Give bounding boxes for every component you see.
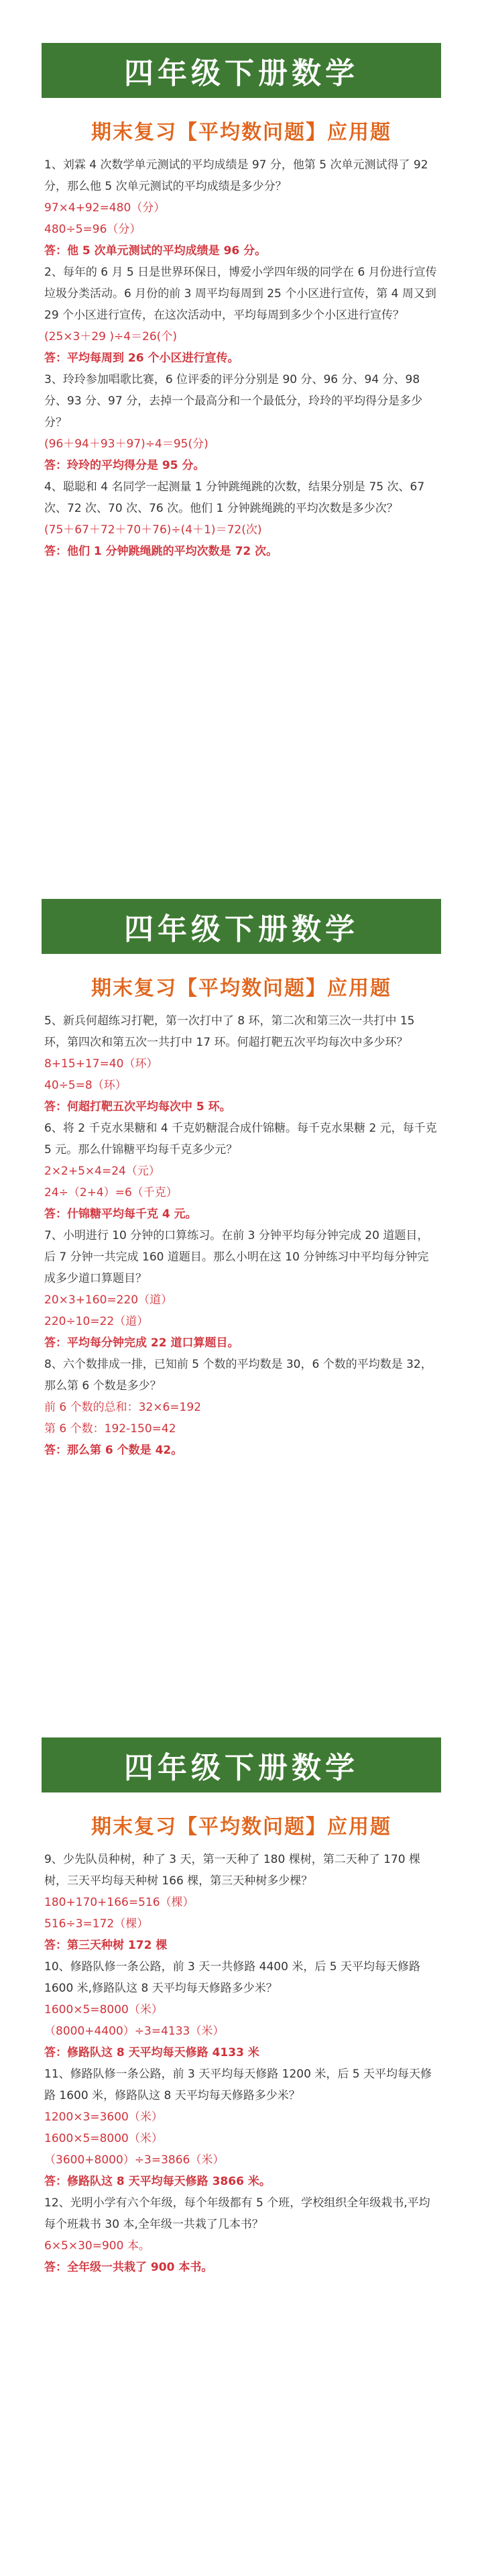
question-text: 3、玲玲参加唱歌比赛，6 位评委的评分分别是 90 分、96 分、94 分、98 分、93 分、97 分，去掉一个最高分和一个最低分，玲玲的平均得分是多少分？ bbox=[44, 373, 423, 429]
question-text: 1、刘霖 4 次数学单元测试的平均成绩是 97 分，他第 5 次单元测试得了 92 分，那么他 5 次单元测试的平均成绩是多少分？ bbox=[44, 158, 428, 193]
question-text: 7、小明进行 10 分钟的口算练习。在前 3 分钟平均每分钟完成 20 道题目，后 7 分钟一共完成 160 道题目。那么小明在这 10 分钟练习中平均每分钟完成多少道口算题目？ bbox=[44, 1229, 429, 1285]
calc-line: (96＋94＋93＋97)÷4＝95(分) bbox=[44, 437, 208, 451]
answer-line: 答：何超打靶五次平均每次中 5 环。 bbox=[44, 1100, 231, 1114]
calc-line: 6×5×30=900 本。 bbox=[44, 2239, 150, 2253]
calc-line: (75＋67＋72＋70＋76)÷(4＋1)＝72(次) bbox=[44, 523, 262, 537]
calc-line: 40÷5=8（环） bbox=[44, 1079, 127, 1092]
question-text: 12、光明小学有六个年级，每个年级都有 5 个班，学校组织全年级栽书,平均每个班栽书 30 本,全年级一共栽了几本书？ bbox=[44, 2196, 430, 2231]
section-banner: 四年级下册数学 bbox=[42, 1737, 441, 1792]
question-text: 11、修路队修一条公路，前 3 天平均每天修路 1200 米，后 5 天平均每天修路 1600 米，修路队这 8 天平均每天修路多少米？ bbox=[44, 2068, 432, 2102]
section-body bbox=[42, 1849, 441, 2278]
calc-line: 第 6 个数：192-150=42 bbox=[44, 1422, 176, 1436]
answer-line: 答：修路队这 8 天平均每天修路 4133 米 bbox=[44, 2046, 259, 2059]
calc-line: 180+170+166=516（棵） bbox=[44, 1896, 194, 1909]
answer-line: 答：第三天种树 172 棵 bbox=[44, 1939, 168, 1952]
answer-line: 答：他们 1 分钟跳绳跳的平均次数是 72 次。 bbox=[44, 545, 278, 558]
section-body bbox=[42, 1010, 441, 1461]
calc-line: 480÷5=96（分） bbox=[44, 223, 141, 236]
answer-line: 答：玲玲的平均得分是 95 分。 bbox=[44, 459, 205, 472]
section-subtitle: 期末复习【平均数问题】应用题 bbox=[91, 977, 391, 1000]
section-3 bbox=[42, 1737, 441, 2278]
section-banner: 四年级下册数学 bbox=[42, 899, 441, 954]
section-2 bbox=[42, 899, 441, 1461]
section-body bbox=[42, 154, 441, 562]
section-banner: 四年级下册数学 bbox=[42, 43, 441, 98]
calc-line: 97×4+92=480（分） bbox=[44, 201, 166, 215]
question-text: 4、聪聪和 4 名同学一起测量 1 分钟跳绳跳的次数，结果分别是 75 次、67 次、72 次、70 次、76 次。他们 1 分钟跳绳跳的平均次数是多少次？ bbox=[44, 480, 425, 515]
question-text: 5、新兵何超练习打靶，第一次打中了 8 环，第二次和第三次一共打中 15 环，第四次和第五次一共打中 17 环。何超打靶五次平均每次中多少环？ bbox=[44, 1014, 415, 1049]
section-subtitle: 期末复习【平均数问题】应用题 bbox=[91, 1815, 391, 1839]
answer-line: 答：修路队这 8 天平均每天修路 3866 米。 bbox=[44, 2175, 271, 2188]
calc-line: 516÷3=172（棵） bbox=[44, 1917, 149, 1931]
calc-line: 24÷（2+4）=6（千克） bbox=[44, 1186, 178, 1199]
calc-line: （8000+4400）÷3=4133（米） bbox=[44, 2025, 225, 2038]
question-text: 2、每年的 6 月 5 日是世界环保日，博爱小学四年级的同学在 6 月份进行宣传垃圾分类活动。6 月份的前 3 周平均每周到 25 个小区进行宣传，第 4 周又到 29 个小区进行宣传，在这次活动中，平均每周到多少个小区进行宣传？ bbox=[44, 266, 437, 322]
calc-line: 1600×5=8000（米） bbox=[44, 2132, 163, 2145]
answer-line: 答：全年级一共栽了 900 本书。 bbox=[44, 2261, 213, 2274]
answer-line: 答：那么第 6 个数是 42。 bbox=[44, 1444, 183, 1457]
answer-line: 答：他 5 次单元测试的平均成绩是 96 分。 bbox=[44, 244, 267, 258]
answer-line: 答：平均每分钟完成 22 道口算题目。 bbox=[44, 1336, 239, 1350]
calc-line: 220÷10=22（道） bbox=[44, 1315, 149, 1328]
section-subtitle: 期末复习【平均数问题】应用题 bbox=[91, 121, 391, 144]
answer-line: 答：什锦糖平均每千克 4 元。 bbox=[44, 1208, 197, 1221]
calc-line: 2×2+5×4=24（元） bbox=[44, 1165, 160, 1178]
question-text: 6、将 2 千克水果糖和 4 千克奶糖混合成什锦糖。每千克水果糖 2 元，每千克 5 元。那么什锦糖平均每千克多少元？ bbox=[44, 1122, 437, 1157]
question-text: 10、修路队修一条公路，前 3 天一共修路 4400 米，后 5 天平均每天修路 1600 米,修路队这 8 天平均每天修路多少米？ bbox=[44, 1960, 420, 1995]
question-text: 9、少先队员种树，种了 3 天，第一天种了 180 棵树，第二天种了 170 棵树，三天平均每天种树 166 棵，第三天种树多少棵？ bbox=[44, 1853, 420, 1888]
calc-line: （3600+8000）÷3=3866（米） bbox=[44, 2153, 225, 2167]
calc-line: 8+15+17=40（环） bbox=[44, 1057, 158, 1071]
calc-line: 1600×5=8000（米） bbox=[44, 2003, 163, 2017]
calc-line: (25×3＋29 )÷4＝26(个) bbox=[44, 330, 177, 343]
calc-line: 前 6 个数的总和：32×6=192 bbox=[44, 1401, 202, 1414]
section-1 bbox=[42, 43, 441, 562]
calc-line: 1200×3=3600（米） bbox=[44, 2110, 163, 2124]
calc-line: 20×3+160=220（道） bbox=[44, 1293, 173, 1307]
question-text: 8、六个数排成一排，已知前 5 个数的平均数是 30，6 个数的平均数是 32，那么第 6 个数是多少？ bbox=[44, 1358, 432, 1393]
answer-line: 答：平均每周到 26 个小区进行宣传。 bbox=[44, 352, 239, 365]
